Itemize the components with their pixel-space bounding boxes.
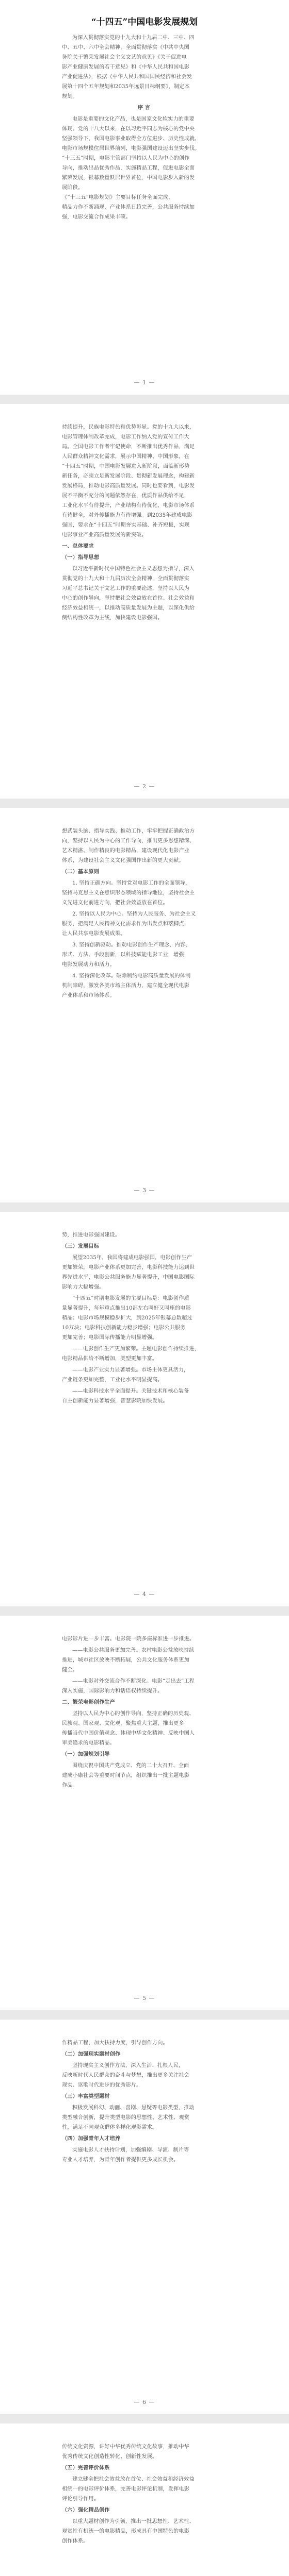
text-line: 精品；电影市场规模稳步扩大，到2025年银幕总数超过 xyxy=(62,1315,192,1321)
paragraph xyxy=(62,2038,226,2048)
page-number: — 2 — xyxy=(134,783,155,790)
paragraph xyxy=(62,2061,226,2090)
text-line: 导向，推动出品优秀作品，实施精品工程，促进电影全面 xyxy=(62,165,195,171)
text-line: 中心的创作导向，坚持把社会效益放在首位、社会效益和 xyxy=(62,596,195,601)
text-line: 势，推进电影强国建设。 xyxy=(62,1232,121,1238)
page-separator xyxy=(0,1606,289,1616)
text-line: 机制障碍，激发各类市场主体活力，建立健全现代电影 xyxy=(62,983,189,989)
text-line: 类型融合创新，提升类型电影的思想性、艺术性、观赏 xyxy=(62,2115,189,2121)
text-line: 传播当代中国价值观念、体现中华文化精神、反映中国人 xyxy=(62,1731,195,1736)
paragraph xyxy=(62,1365,226,1385)
paragraph xyxy=(62,564,226,623)
section-heading: 二、繁荣电影创作生产 xyxy=(62,1699,115,1705)
paragraph xyxy=(62,1698,226,1707)
text-line: 务院关于繁荣发展社会主义文艺的意见》《关于促进电 xyxy=(62,55,187,60)
text-line: 作精品工程，加大扶持力度，引导创作方向。 xyxy=(62,2040,168,2046)
text-line: 向，坚持以人民为中心的工作导向，推出更多思想精深、 xyxy=(62,838,195,844)
text-line: ——电影科技水平全面提升。关键技术和核心装备 xyxy=(72,1388,189,1394)
text-line: 坚持现实主义创作方法，深入生活、扎根人民， xyxy=(72,2063,184,2069)
text-line: “十三五”时期，电影主管部门坚持以人民为中心的创作 xyxy=(62,156,190,161)
text-line: ——电影公共服务更加完善。农村电影公益放映持续 xyxy=(72,1648,195,1653)
document-page xyxy=(0,1212,289,1606)
text-line: 自主创新能力显著增强，智慧影院加快发展。 xyxy=(62,1398,168,1404)
text-line: “十四五”时期电影发展的主要目标是：电影创作质 xyxy=(72,1296,189,1301)
text-line: 审美追求的电影精品。 xyxy=(62,1740,115,1746)
text-line: 规划。 xyxy=(62,94,78,99)
text-line: 习近平总书记关于文艺工作的重要论述，坚持以人民为 xyxy=(62,586,189,591)
text-line: 性，满足不同观众群体多样化观影需求。 xyxy=(62,2125,158,2130)
page-text-block xyxy=(62,1230,226,1406)
page-separator xyxy=(0,2414,289,2424)
section-heading: （六）强化精品创作 xyxy=(62,2507,110,2513)
section-heading: （四）加强青年人才培养 xyxy=(62,2136,121,2142)
paragraph xyxy=(62,2049,226,2059)
text-line: 电影事业产业高质量发展的新突破。 xyxy=(62,532,147,538)
text-line: 3. 坚持创新驱动。推动电影创作生产理念、内容、 xyxy=(72,942,191,948)
page-number: — 3 — xyxy=(134,1187,155,1194)
text-line: 界先进水平，电影公共服务能力显著提升，中国电影国际 xyxy=(62,1275,195,1280)
paragraph xyxy=(62,1761,226,1790)
text-line: ——电影创作生产更加繁荣。主题电影创作持续推进， xyxy=(72,1346,200,1352)
page-number: — 5 — xyxy=(134,1995,155,2002)
page-number: — 1 — xyxy=(134,379,155,386)
text-line: 中、五中、六中全会精神，全面贯彻落实《中共中央国 xyxy=(62,45,189,50)
paragraph xyxy=(62,1294,226,1343)
page-text-block xyxy=(62,2038,226,2165)
paragraph xyxy=(62,541,226,551)
text-line: 有待健全，对外传播能力有待增强。到2035年建成电影 xyxy=(62,513,192,518)
text-line: 持续提升，民族电影特色和优势彰显。党的十九大以来， xyxy=(62,425,195,430)
paragraph xyxy=(62,2092,226,2102)
page-text-block xyxy=(62,422,226,623)
paragraph xyxy=(62,2475,226,2504)
paragraph xyxy=(62,1344,226,1364)
text-line: ——电影产业实力显著增强。市场主体更具活力， xyxy=(72,1367,189,1373)
text-line: 义先进文化前进方向，把社会效益放在首位。 xyxy=(62,900,168,906)
text-line: 服务，把满足人民精神文化需求作为出发点和落脚点， xyxy=(62,921,189,927)
document-page xyxy=(0,404,289,799)
text-line: 想武装头脑、指导实践、推动工作，牢牢把握正确政治方 xyxy=(62,828,195,834)
text-line: 相统一的电影评价体系，完善电影评论机制，发挥电影 xyxy=(62,2486,189,2492)
section-heading: 一、总体要求 xyxy=(62,543,94,549)
text-line: 展第十四个五年规划和2035年远景目标纲要》，制定本 xyxy=(62,84,190,90)
paragraph xyxy=(62,2134,226,2144)
paragraph xyxy=(62,2103,226,2132)
section-heading: 序 言 xyxy=(137,105,151,111)
text-line: 以习近平新时代中国特色社会主义思想为指导，深入 xyxy=(72,566,195,572)
text-line: 体系，为建设社会主义文化强国作出新的更大贡献。 xyxy=(62,858,184,863)
paragraph xyxy=(62,2145,226,2165)
text-line: 作品。 xyxy=(62,1783,78,1788)
page-separator xyxy=(0,799,289,808)
text-line: 推进，城市社区放映不断拓展，公共文化服务体系更加 xyxy=(62,1657,189,1663)
text-line: 产业体系和市场体系。 xyxy=(62,993,115,998)
text-line: 观赏性有机统一的电影精品，形成具有中国特色的电影 xyxy=(62,2529,189,2534)
text-line: 经济效益相统一，以推动高质量发展为主题，以深化供给 xyxy=(62,605,195,611)
paragraph xyxy=(62,114,226,222)
text-line: 以重大题材创作为引领，推出一批思想性、艺术性、 xyxy=(72,2519,195,2524)
document-title: “十四五”中国电影发展规划 xyxy=(91,17,198,27)
section-heading: （一）指导思想 xyxy=(62,554,100,561)
section-heading: （二）基本原则 xyxy=(62,869,100,875)
text-line: 形式、方法、手段创新，以科技赋能电影工业，增强 xyxy=(62,952,184,958)
text-line: 1. 坚持正确方向。坚持党对电影工作的全面领导， xyxy=(72,880,191,886)
text-line: 产业链条更加完整，工业化水平明显提高。 xyxy=(62,1377,163,1383)
text-line: 艺术精湛、制作精良的电影精品，建设现代化电影产业 xyxy=(62,848,189,854)
paragraph xyxy=(62,826,226,866)
text-line: 工业化水平有待提升，产业结构有待优化，电影市场体系 xyxy=(62,503,195,509)
text-line: 影产业健康发展的若干意见》和《中华人民共和国电影 xyxy=(62,64,189,70)
text-line: 繁荣发展，银幕数量跃居世界首位，中国电影步入新的发 xyxy=(62,175,195,181)
text-line: 《“十三五”电影规划》主要目标任务全面完成， xyxy=(62,195,174,200)
text-line: 评论引导作用。 xyxy=(62,2496,100,2502)
text-line: 体现。党的十八大以来，在以习近平同志为核心的党中央 xyxy=(62,126,195,132)
paragraph xyxy=(62,1646,226,1675)
document-page xyxy=(0,0,289,395)
paragraph xyxy=(62,103,226,113)
paragraph xyxy=(62,909,226,939)
text-line: 建立健全把社会效益放在首位、社会效益和经济效益 xyxy=(72,2477,195,2482)
text-line: 发展格局，推动电影高质量发展。同时也要看到，电影发 xyxy=(62,483,195,489)
text-line: 新任务，必须立足新发展阶段、贯彻新发展理念，构建新 xyxy=(62,473,195,479)
text-line: 电影影片进一步丰富。电影院一院多座标准进一步推进。 xyxy=(62,1636,195,1642)
paragraph xyxy=(62,2517,226,2546)
text-line: 展阶段。 xyxy=(62,185,84,191)
document-page xyxy=(0,2424,289,2576)
paragraph xyxy=(62,867,226,877)
paragraph xyxy=(62,553,226,563)
text-line: 实施电影人才扶持计划，加强编剧、导演、制片等 xyxy=(72,2147,189,2153)
paragraph xyxy=(62,1676,226,1696)
text-line: 4. 坚持深化改革。破除制约电影高质量发展的体制 xyxy=(72,973,191,979)
text-line: 产业促进法》，根据《中华人民共和国国民经济和社会发 xyxy=(62,74,192,80)
section-heading: （一）加强规划引导 xyxy=(62,1751,110,1757)
page-separator xyxy=(0,395,289,404)
document-page xyxy=(0,1616,289,2010)
section-heading: （五）完善评价体系 xyxy=(62,2465,110,2471)
page-text-block xyxy=(62,2442,226,2546)
text-line: 更加完善；电影国际传播能力明显增强。 xyxy=(62,1335,158,1341)
text-line: 侧结构性改革为主线，加快建设电影强国。 xyxy=(62,615,163,621)
page-separator xyxy=(0,1202,289,1212)
text-line: 影响力大幅增强。 xyxy=(62,1284,105,1290)
paragraph xyxy=(62,422,226,540)
paragraph xyxy=(62,2505,226,2515)
text-line: ——电影对外交流合作不断深化。电影“走出去”工程 xyxy=(72,1679,195,1684)
paragraph xyxy=(62,1230,226,1240)
paragraph xyxy=(62,1750,226,1759)
paragraph xyxy=(62,1253,226,1292)
text-line: 强国，要求在“十四五”时期夯实基础、补齐短板，实现 xyxy=(62,522,190,528)
text-line: 电影精品供给不断增加，类型更加丰富。 xyxy=(62,1356,158,1362)
text-line: 民族观、国家观、文化观，聚焦重大主题，推出更多 xyxy=(62,1721,184,1726)
text-line: 10万块；电影科技创新能力稳步增强；电影公共服务 xyxy=(62,1325,186,1331)
paragraph xyxy=(62,33,226,101)
page-number: — 6 — xyxy=(134,2399,155,2405)
text-line: 让人民共享电影发展成果。 xyxy=(62,931,126,937)
text-line: 电影是重要的文化产品，也是国家文化软实力的重要 xyxy=(72,116,195,122)
text-line: “十四五”时期，中国电影发展进入新阶段，面临新形势 xyxy=(62,464,190,469)
text-line: 为深入贯彻落实党的十九大和十九届二中、三中、四 xyxy=(72,35,195,41)
text-line: 电影管理体制改革完成，电影工作纳入党的宣传工作大 xyxy=(62,434,189,440)
page-text-block xyxy=(62,1634,226,1790)
page-separator xyxy=(0,2010,289,2020)
text-line: 坚持以人民为中心的创作导向，坚持正确的历史观、 xyxy=(72,1711,195,1717)
text-line: 强，电影交流合作成果丰硕。 xyxy=(62,214,131,220)
text-line: 深入实施，国际影响力和话语权持续提升。 xyxy=(62,1688,163,1694)
text-line: 精品力作不断涌现，产业体系日趋完善，公共服务持续加 xyxy=(62,205,195,210)
paragraph xyxy=(62,1386,226,1406)
text-line: 积极发展科幻、动画、喜剧、悬疑等电影类型，推动 xyxy=(72,2105,195,2111)
page-text-block xyxy=(62,826,226,1001)
paragraph xyxy=(62,878,226,908)
paragraph xyxy=(62,2442,226,2462)
text-line: 坚强领导下，我国电影事业取得全方位进步、历史性成就， xyxy=(62,136,200,142)
text-line: 电影市场规模位居世界前列，电影强国建设迈出坚实步伐。 xyxy=(62,146,200,151)
text-line: 优秀传统文化创造性转化、创新性发展。 xyxy=(62,2454,158,2460)
section-heading: （三）发展目标 xyxy=(62,1243,100,1249)
text-line: 健全。 xyxy=(62,1667,78,1673)
text-line: 展不平衡不充分的问题依然存在，优质作品供给不足， xyxy=(62,493,189,499)
text-line: 局。全国电影工作者牢记使命，不断推出优秀作品，满足 xyxy=(62,444,195,450)
page-number: — 4 — xyxy=(134,1591,155,1598)
text-line: 创作体系。 xyxy=(62,2538,89,2544)
section-heading: （三）丰富类型题材 xyxy=(62,2093,110,2099)
paragraph xyxy=(62,940,226,970)
paragraph xyxy=(62,1634,226,1644)
paragraph xyxy=(62,1242,226,1251)
text-line: 电影发展动力和活力。 xyxy=(62,962,115,968)
text-line: 建成小康社会等重要时间节点，组织推出一批主题电影 xyxy=(62,1773,189,1778)
document-page xyxy=(0,808,289,1202)
paragraph xyxy=(62,1709,226,1748)
text-line: 专业人才培养，为青年创作者提供更多成长机会。 xyxy=(62,2157,179,2163)
text-line: 传统文化资源，讲好中华优秀传统文化故事，推动中华 xyxy=(62,2444,189,2450)
document-page xyxy=(0,2020,289,2414)
text-line: 展望2035年，我国将建成电影强国，电影创作生产 xyxy=(72,1255,192,1261)
text-line: 现实、讴歌时代进步的优秀影片。 xyxy=(62,2082,142,2088)
paragraph xyxy=(62,971,226,1001)
paragraph xyxy=(62,2463,226,2473)
section-heading: （二）加强现实题材创作 xyxy=(62,2051,121,2057)
text-line: 贯彻党的十九大和十九届历次全会精神，全面贯彻落实 xyxy=(62,576,189,582)
text-line: 更加繁荣，电影产业体系更加完善，电影科技能力达到世 xyxy=(62,1265,195,1270)
text-line: 2. 坚持以人民为中心。坚持为人民服务、为社会主义 xyxy=(72,911,196,917)
text-line: 人民群众精神文化需求，展示中国精神、中国形象，在 xyxy=(62,454,189,460)
text-line: 围绕庆祝中国共产党成立、党的二十大召开、全面 xyxy=(72,1763,189,1769)
text-line: 反映新时代人民群众的奋斗与梦想，推出更多关注社会 xyxy=(62,2073,189,2078)
text-line: 坚持马克思主义在意识形态领域的指导地位，坚持社会主 xyxy=(62,890,195,896)
page-text-block xyxy=(62,33,226,222)
text-line: 量显著提升，每年重点推出10部左右叫好又叫座的电影 xyxy=(62,1306,191,1311)
